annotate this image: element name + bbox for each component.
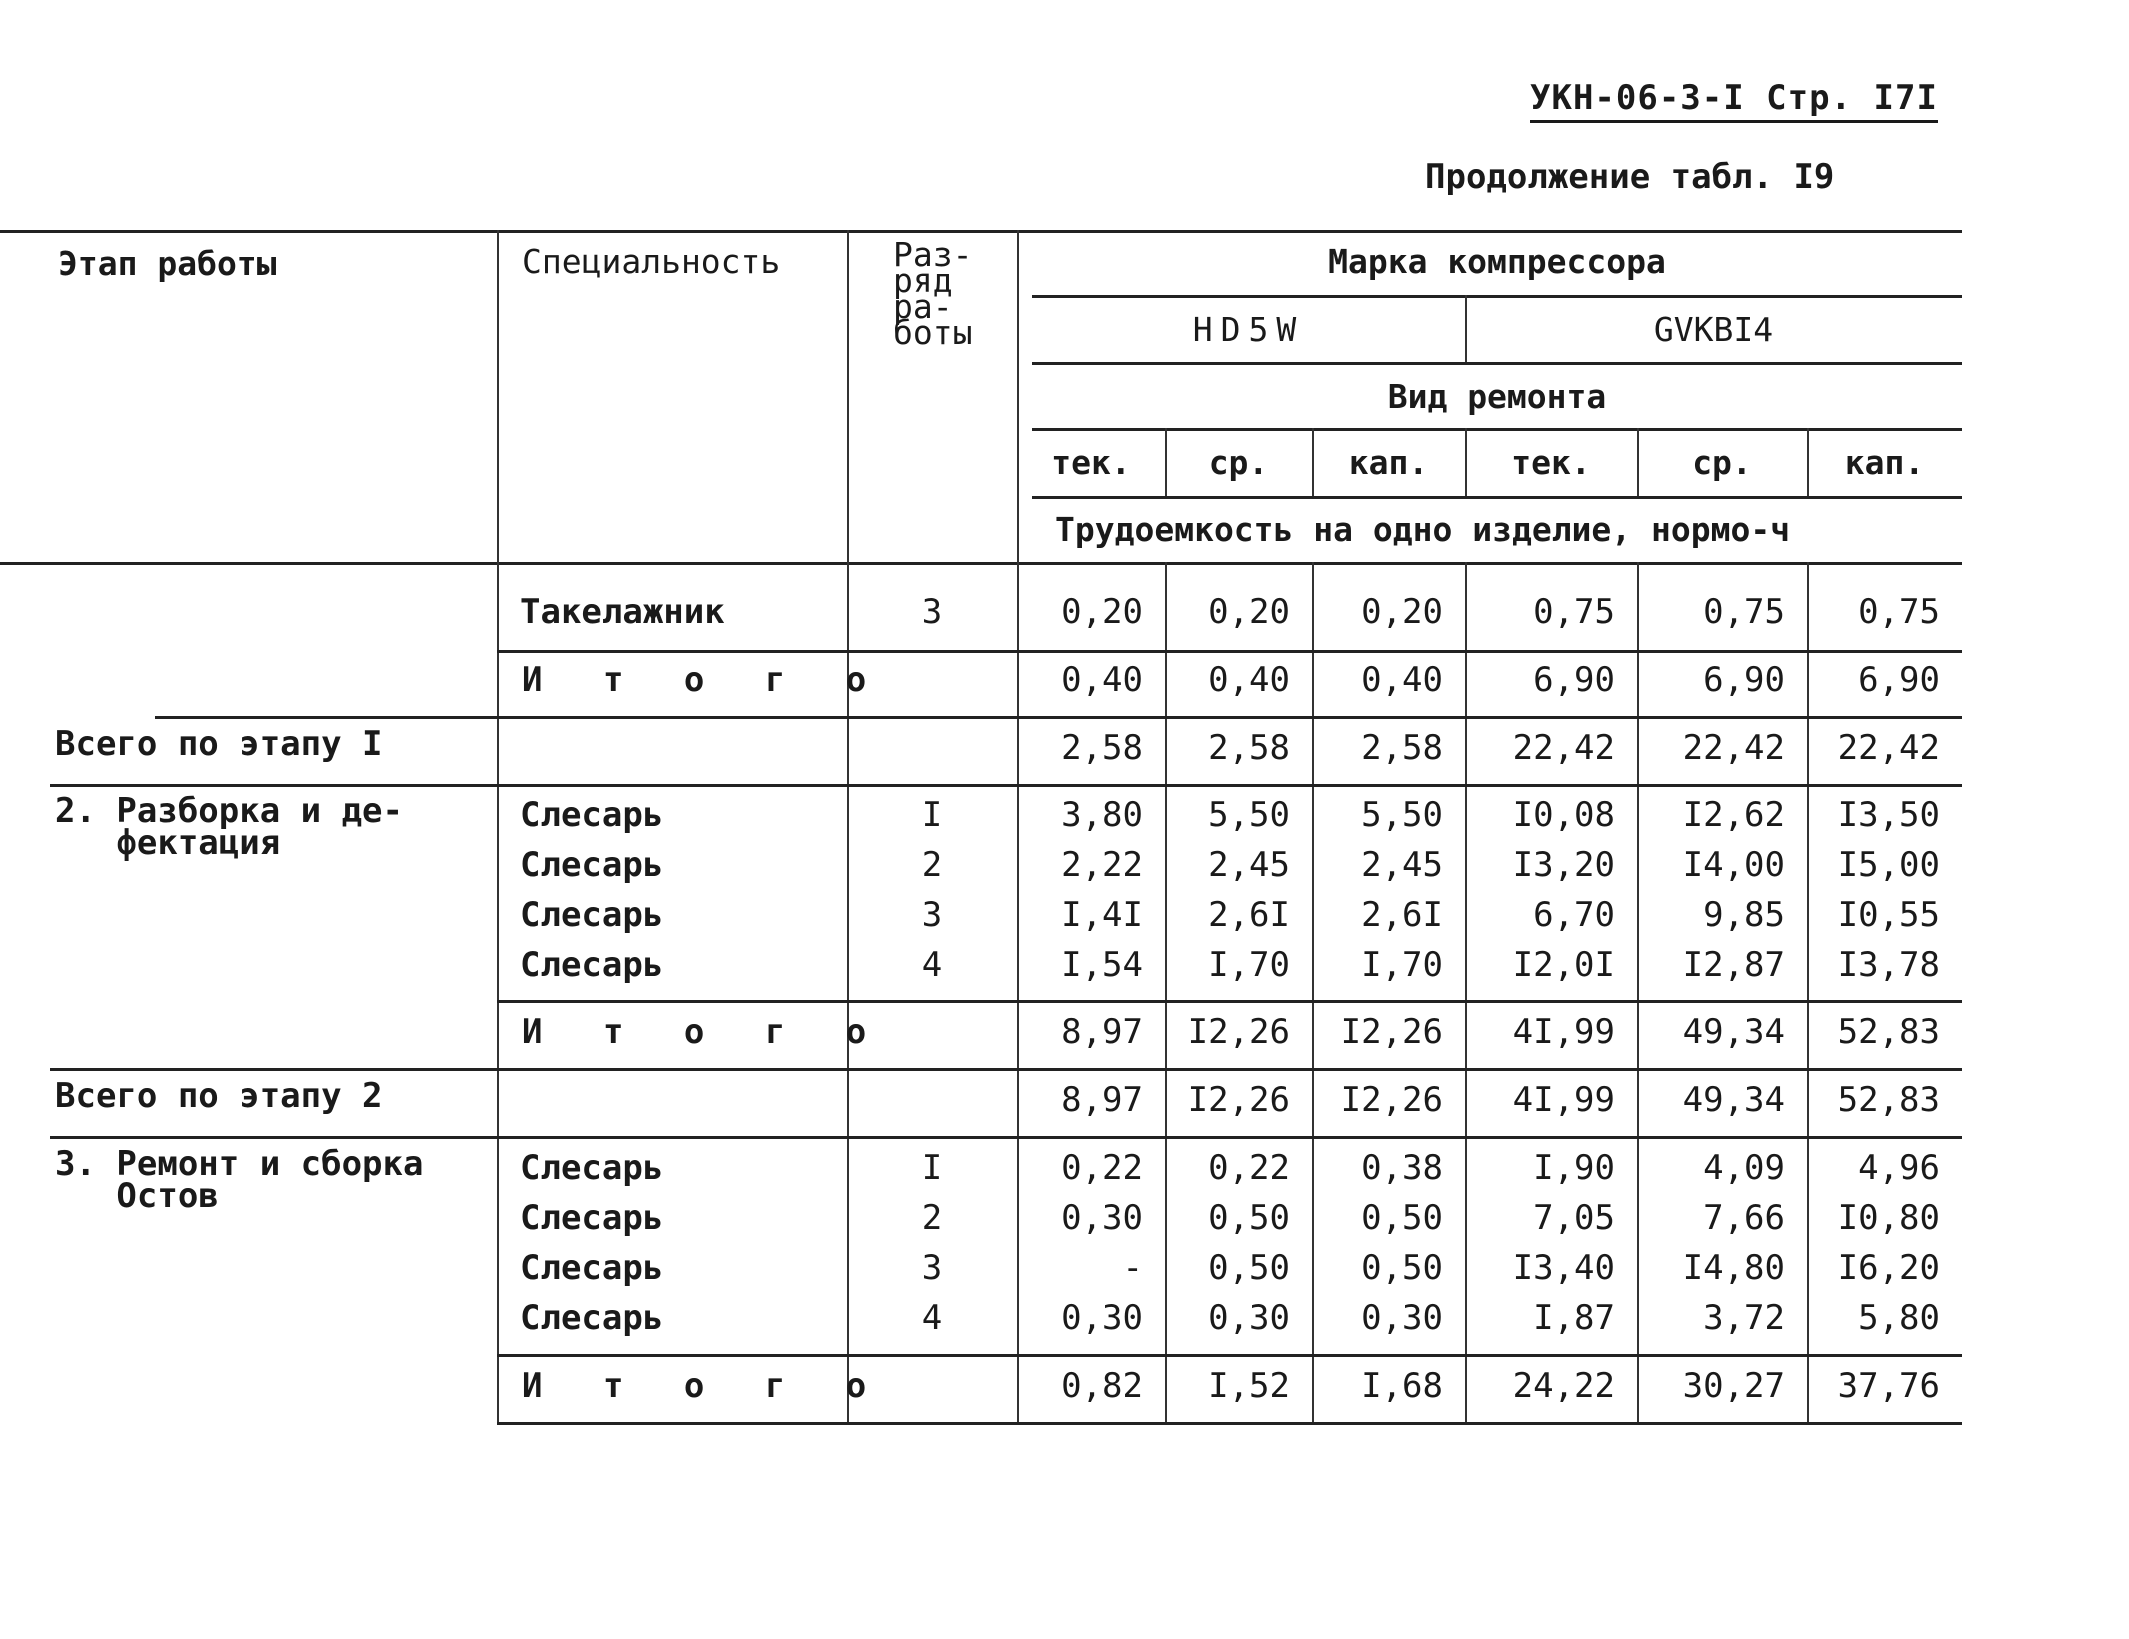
specialty-cell: Слесарь [520, 845, 664, 885]
grade-cell: 3 [921, 1248, 943, 1288]
value-cell: 6,90 [1703, 660, 1785, 700]
header-col-6: кап. [1844, 443, 1925, 482]
row-rule [50, 1068, 1962, 1071]
value-cell: 0,75 [1703, 592, 1785, 632]
value-cell: 2,6I [1208, 895, 1290, 935]
specialty-cell: Слесарь [520, 1298, 664, 1338]
value-cell: I0,80 [1837, 1198, 1940, 1238]
value-cell: I4,80 [1682, 1248, 1785, 1288]
value-cell: I,4I [1061, 895, 1143, 935]
header-col-2: ср. [1208, 443, 1269, 482]
value-cell: 6,90 [1533, 660, 1615, 700]
value-cell: 4,09 [1703, 1148, 1785, 1188]
value-cell: I4,00 [1682, 845, 1785, 885]
value-cell: 8,97 [1061, 1012, 1143, 1052]
table-bottom-rule [497, 1422, 1962, 1425]
value-cell: 49,34 [1682, 1080, 1785, 1120]
header-col-line [847, 230, 849, 562]
page-code: УКН-06-3-I Стр. I7I [1530, 78, 1938, 123]
value-cell: 3,80 [1061, 795, 1143, 835]
value-cell: 2,6I [1361, 895, 1443, 935]
value-cell: 3,72 [1703, 1298, 1785, 1338]
value-cell: 5,50 [1361, 795, 1443, 835]
specialty-cell: Слесарь [520, 945, 664, 985]
header-specialty: Специальность [522, 242, 781, 281]
subtotal-label: И т о г о [522, 1366, 887, 1406]
value-cell: 9,85 [1703, 895, 1785, 935]
header-col-5: ср. [1692, 443, 1752, 482]
header-model-2: GVKBI4 [1653, 310, 1774, 349]
value-cell: I,70 [1208, 945, 1290, 985]
value-cell: 6,90 [1858, 660, 1940, 700]
value-cell: 0,82 [1061, 1366, 1143, 1406]
specialty-cell: Слесарь [520, 895, 664, 935]
value-cell: I2,26 [1187, 1080, 1290, 1120]
value-cell: I,70 [1361, 945, 1443, 985]
value-cell: I2,26 [1187, 1012, 1290, 1052]
row-rule [497, 1354, 1962, 1357]
value-cell: I2,87 [1682, 945, 1785, 985]
header-grade: Раз- ряд ра- боты [893, 235, 973, 352]
value-cell: 2,45 [1361, 845, 1443, 885]
value-cell: I,54 [1061, 945, 1143, 985]
value-cell: I2,0I [1512, 945, 1615, 985]
value-cell: 49,34 [1682, 1012, 1785, 1052]
value-cell: 22,42 [1837, 728, 1940, 768]
header-bottom-rule [0, 562, 1962, 565]
value-cell: I3,40 [1512, 1248, 1615, 1288]
value-cell: 5,80 [1858, 1298, 1940, 1338]
value-cell: 0,50 [1208, 1248, 1290, 1288]
header-stage: Этап работы [58, 244, 277, 283]
value-cell: I2,26 [1340, 1012, 1443, 1052]
value-cell: 0,50 [1208, 1198, 1290, 1238]
value-cell: I,68 [1361, 1366, 1443, 1406]
value-cell: 0,40 [1361, 660, 1443, 700]
specialty-cell: Слесарь [520, 795, 664, 835]
header-top-rule [0, 230, 1962, 233]
stage-label: Всего по этапу I [55, 724, 383, 764]
value-cell: 52,83 [1837, 1012, 1940, 1052]
value-cell: 0,20 [1361, 592, 1443, 632]
grade-cell: 2 [921, 845, 943, 885]
header-brand: Марка компрессора [1328, 242, 1666, 281]
value-cell: 2,22 [1061, 845, 1143, 885]
value-cell: 4,96 [1858, 1148, 1940, 1188]
value-cell: 0,20 [1061, 592, 1143, 632]
columns-rule [1032, 496, 1962, 499]
value-cell: I,52 [1208, 1366, 1290, 1406]
subtotal-label: И т о г о [522, 660, 887, 700]
value-cell: 4I,99 [1512, 1080, 1615, 1120]
repair-type-rule [1032, 428, 1962, 431]
grade-cell: 2 [921, 1198, 943, 1238]
header-col-4: тек. [1511, 443, 1591, 482]
grade-cell: I [921, 795, 943, 835]
value-cell: I2,62 [1682, 795, 1785, 835]
value-cell: I0,08 [1512, 795, 1615, 835]
value-cell: 22,42 [1682, 728, 1785, 768]
header-repair-type: Вид ремонта [1387, 377, 1607, 416]
grade-cell: 3 [921, 895, 943, 935]
value-cell: 0,75 [1858, 592, 1940, 632]
value-cell: 6,70 [1533, 895, 1615, 935]
value-cell: 0,40 [1208, 660, 1290, 700]
header-col-1: тек. [1051, 443, 1131, 482]
value-cell: I3,50 [1837, 795, 1940, 835]
value-cell: 7,66 [1703, 1198, 1785, 1238]
subtotal-label: И т о г о [522, 1012, 887, 1052]
value-cell: 2,58 [1208, 728, 1290, 768]
value-cell: 0,50 [1361, 1198, 1443, 1238]
specialty-cell: Слесарь [520, 1198, 664, 1238]
header-col-line [497, 230, 499, 562]
value-cell: 37,76 [1837, 1366, 1940, 1406]
value-cell: I3,78 [1837, 945, 1940, 985]
grade-cell: 4 [921, 945, 943, 985]
value-cell: 0,22 [1208, 1148, 1290, 1188]
value-cell: 2,58 [1361, 728, 1443, 768]
stage-label: Всего по этапу 2 [55, 1076, 383, 1116]
value-cell: 0,50 [1361, 1248, 1443, 1288]
model-rule [1032, 362, 1962, 365]
body-col-line [497, 562, 499, 1424]
value-cell: 52,83 [1837, 1080, 1940, 1120]
value-cell: 0,30 [1361, 1298, 1443, 1338]
value-cell: I,87 [1533, 1298, 1615, 1338]
table-continuation-caption: Продолжение табл. I9 [1425, 157, 1835, 197]
row-rule [155, 716, 1962, 719]
specialty-cell: Слесарь [520, 1248, 664, 1288]
value-cell: - [1122, 1248, 1143, 1288]
value-cell: 0,30 [1061, 1198, 1143, 1238]
value-cell: 5,50 [1208, 795, 1290, 835]
value-cell: 0,30 [1061, 1298, 1143, 1338]
value-cell: I5,00 [1837, 845, 1940, 885]
stage-label: 3. Ремонт и сборка Остов [55, 1144, 424, 1216]
header-col-line [1017, 230, 1019, 562]
value-cell: 0,75 [1533, 592, 1615, 632]
value-cell: I3,20 [1512, 845, 1615, 885]
value-cell: 30,27 [1682, 1366, 1785, 1406]
section-rule [50, 784, 1962, 787]
brand-rule [1032, 295, 1962, 298]
row-rule [497, 650, 1962, 653]
specialty-cell: Слесарь [520, 1148, 664, 1188]
value-cell: 0,20 [1208, 592, 1290, 632]
value-cell: 22,42 [1512, 728, 1615, 768]
stage-label: 2. Разборка и де- фектация [55, 791, 403, 863]
grade-cell: I [921, 1148, 943, 1188]
value-cell: I6,20 [1837, 1248, 1940, 1288]
value-cell: I2,26 [1340, 1080, 1443, 1120]
value-cell: 0,30 [1208, 1298, 1290, 1338]
value-cell: 2,58 [1061, 728, 1143, 768]
value-cell: 4I,99 [1512, 1012, 1615, 1052]
value-cell: 0,38 [1361, 1148, 1443, 1188]
section-rule [50, 1136, 1962, 1139]
value-cell: I0,55 [1837, 895, 1940, 935]
grade-cell: 3 [921, 592, 943, 632]
header-col-3: кап. [1348, 443, 1429, 482]
row-rule [497, 1000, 1962, 1003]
value-cell: I,90 [1533, 1148, 1615, 1188]
header-model-1: HD5W [1192, 310, 1305, 349]
value-cell: 24,22 [1512, 1366, 1615, 1406]
value-cell: 2,45 [1208, 845, 1290, 885]
grade-cell: 4 [921, 1298, 943, 1338]
header-labor-unit: Трудоемкость на одно изделие, нормо-ч [1055, 510, 1791, 549]
value-cell: 0,40 [1061, 660, 1143, 700]
specialty-cell: Такелажник [520, 592, 725, 632]
value-cell: 8,97 [1061, 1080, 1143, 1120]
value-cell: 7,05 [1533, 1198, 1615, 1238]
value-cell: 0,22 [1061, 1148, 1143, 1188]
